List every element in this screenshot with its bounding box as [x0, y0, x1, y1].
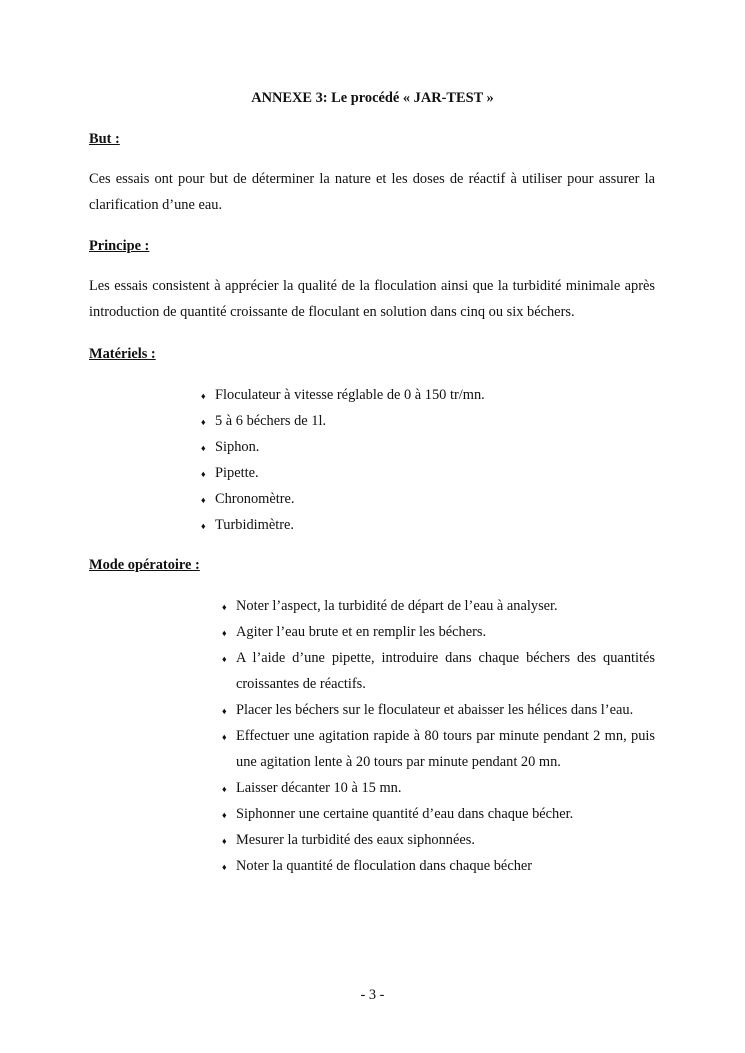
list-item: [222, 697, 655, 723]
list-item: [201, 512, 641, 538]
list-item-text: Effectuer une agitation rapide à 80 tours par minute pendant 2 mn, puis une agitation lente à 20 tours par minute pendant 20 mn.: [236, 728, 655, 770]
diamond-bullet-icon: ♦: [201, 417, 206, 427]
diamond-bullet-icon: ♦: [201, 521, 206, 531]
list-item-text: Agiter l’eau brute et en remplir les béchers.: [236, 624, 487, 640]
list-item-text: Siphon.: [215, 439, 260, 455]
diamond-bullet-icon: ♦: [222, 810, 227, 820]
diamond-bullet-icon: ♦: [222, 706, 227, 716]
list-item-text: A l’aide d’une pipette, introduire dans chaque béchers des quantités croissantes de réactifs.: [236, 650, 655, 692]
page-number: - 3 -: [360, 987, 385, 1003]
list-item-text: Floculateur à vitesse réglable de 0 à 150 tr/mn.: [215, 387, 485, 403]
list-item: [222, 827, 655, 853]
diamond-bullet-icon: ♦: [201, 469, 206, 479]
list-item: [201, 460, 641, 486]
page-title: ANNEXE 3: Le procédé « JAR-TEST »: [251, 90, 494, 106]
list-item: [222, 593, 655, 619]
list-item-text: Noter l’aspect, la turbidité de départ de l’eau à analyser.: [236, 598, 558, 614]
diamond-bullet-icon: ♦: [201, 391, 206, 401]
heading-principe: Principe :: [89, 238, 150, 254]
list-item: [201, 486, 641, 512]
list-item-text: 5 à 6 béchers de 1l.: [215, 413, 327, 429]
list-item-text: Placer les béchers sur le floculateur et abaisser les hélices dans l’eau.: [236, 702, 634, 718]
diamond-bullet-icon: ♦: [222, 654, 227, 664]
materiels-list: [201, 382, 641, 538]
list-item-text: Pipette.: [215, 465, 259, 481]
mode-operatoire-list: [222, 593, 655, 879]
list-item: [201, 408, 641, 434]
list-item-text: Mesurer la turbidité des eaux siphonnées.: [236, 832, 475, 848]
diamond-bullet-icon: ♦: [222, 784, 227, 794]
list-item-text: Laisser décanter 10 à 15 mn.: [236, 780, 402, 796]
heading-materiels: Matériels :: [89, 346, 156, 362]
heading-mode-operatoire: Mode opératoire :: [89, 557, 200, 573]
diamond-bullet-icon: ♦: [222, 862, 227, 872]
heading-but: But :: [89, 131, 120, 147]
list-item: [222, 619, 655, 645]
diamond-bullet-icon: ♦: [201, 495, 206, 505]
diamond-bullet-icon: ♦: [222, 602, 227, 612]
list-item-text: Siphonner une certaine quantité d’eau dans chaque bécher.: [236, 806, 574, 822]
list-item: [222, 801, 655, 827]
diamond-bullet-icon: ♦: [222, 732, 227, 742]
list-item: [201, 434, 641, 460]
diamond-bullet-icon: ♦: [222, 628, 227, 638]
list-item: [222, 723, 655, 775]
list-item: [222, 775, 655, 801]
paragraph-but: Ces essais ont pour but de déterminer la nature et les doses de réactif à utiliser pour assurer la clarification d’une eau.: [89, 171, 655, 213]
list-item-text: Chronomètre.: [215, 491, 295, 507]
list-item: [201, 382, 641, 408]
list-item-text: Noter la quantité de floculation dans chaque bécher: [236, 858, 533, 874]
diamond-bullet-icon: ♦: [222, 836, 227, 846]
list-item-text: Turbidimètre.: [215, 517, 295, 533]
diamond-bullet-icon: ♦: [201, 443, 206, 453]
list-item: [222, 853, 655, 879]
paragraph-principe: Les essais consistent à apprécier la qualité de la floculation ainsi que la turbidité minimale après introduction de quantité croissante de floculant en solution dans cinq ou six béchers.: [89, 278, 655, 320]
list-item: [222, 645, 655, 697]
